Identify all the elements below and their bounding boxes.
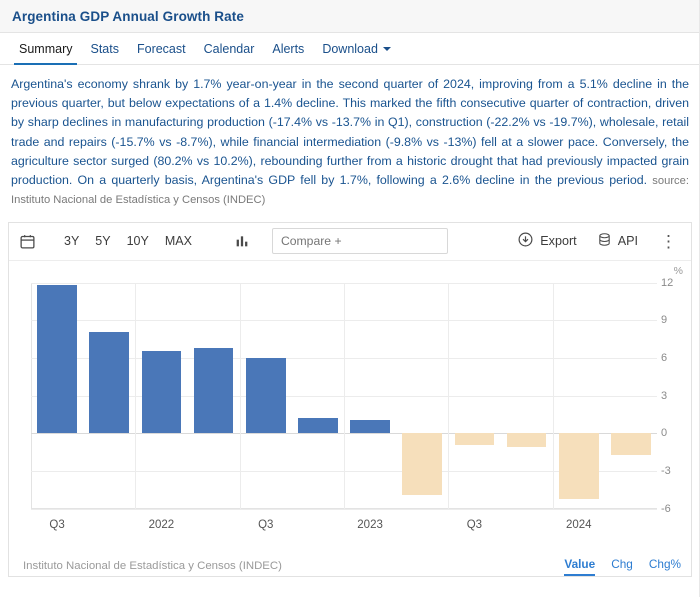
tab-summary[interactable]	[10, 33, 81, 64]
export-button[interactable]	[509, 231, 584, 251]
bar[interactable]	[402, 433, 442, 495]
x-axis-tick-label: 2023	[357, 518, 383, 531]
y-axis-tick-label: 0	[661, 427, 668, 440]
footer-tab-value[interactable]: Value	[564, 557, 595, 576]
tab-stats[interactable]	[81, 33, 128, 64]
bar-cell[interactable]	[135, 283, 187, 509]
y-axis-tick-label: -3	[661, 465, 671, 478]
x-axis-divider	[240, 283, 241, 509]
tab-label: Summary	[19, 41, 73, 56]
y-axis-tick-label: 12	[661, 276, 674, 289]
x-axis-tick-label: 2022	[148, 518, 175, 531]
bar[interactable]	[455, 433, 495, 444]
x-axis-tick-label: Q3	[49, 518, 65, 531]
y-axis-tick-label: 6	[661, 352, 668, 365]
plot-canvas[interactable]	[31, 276, 674, 531]
bar-cell[interactable]	[396, 283, 448, 509]
bar[interactable]	[89, 332, 129, 434]
tab-download[interactable]	[313, 33, 400, 64]
api-button[interactable]	[589, 231, 646, 251]
footer-tab-chg[interactable]: Chg	[611, 556, 633, 571]
title-bar	[0, 0, 700, 33]
bar-cell[interactable]	[501, 283, 553, 509]
y-axis-tick-label: -6	[661, 502, 671, 515]
chevron-down-icon	[383, 47, 391, 51]
tab-label: Download	[322, 41, 378, 56]
description-source: source: Instituto Nacional de Estadística y Censos (INDEC)	[11, 175, 689, 207]
bar-cell[interactable]	[553, 283, 605, 509]
tab-label: Stats	[90, 41, 119, 56]
bar[interactable]	[142, 351, 182, 434]
database-icon	[597, 231, 612, 251]
plot-area	[9, 261, 691, 551]
tab-label: Calendar	[203, 41, 255, 56]
bar-cell[interactable]	[240, 283, 292, 509]
bar[interactable]	[298, 418, 338, 433]
footer-tabs	[564, 557, 681, 576]
range-3y[interactable]: 3Y	[64, 234, 80, 249]
x-axis-tick-label: Q3	[466, 518, 483, 531]
bar[interactable]	[559, 433, 599, 498]
page-title: Argentina GDP Annual Growth Rate	[12, 8, 244, 24]
chart-panel	[8, 222, 692, 577]
tab-calendar[interactable]	[195, 33, 264, 64]
chart-footer	[9, 551, 691, 576]
bar-cell[interactable]	[31, 283, 83, 509]
x-axis-divider	[553, 283, 554, 509]
tab-label: Forecast	[136, 41, 186, 56]
export-label: Export	[540, 234, 577, 249]
tab-alerts[interactable]	[263, 33, 313, 64]
footer-tab-chgpct[interactable]: Chg%	[648, 556, 681, 571]
calendar-icon[interactable]	[19, 233, 36, 250]
bar[interactable]	[507, 433, 547, 447]
more-vertical-icon[interactable]: ⋮	[660, 231, 677, 251]
compare-input[interactable]	[272, 228, 448, 254]
bar[interactable]	[194, 348, 234, 433]
x-axis-divider	[135, 283, 136, 509]
download-cloud-icon	[517, 231, 534, 251]
x-axis-divider	[448, 283, 449, 509]
description-text: Argentina's economy shrank by 1.7% year-on-year in the second quarter of 2024, improving from a 5.1% decline in the previous quarter, but below expectations of a 1.4% decline. This marked the fifth consecutive quarter of contraction, driven by sharp declines in manufacturing production (-17.4% vs -13.7% in Q1), construction (-22.2% vs -19.7%), wholesale, retail trade and repairs (-15.7% vs -8.7%), while financial intermediation (-9.8% vs -13%) fell at a slower pace. Conversely, the agriculture sector surged (80.2% vs 10.2%), rebounding further from a historic drought that had previously impacted grain production. On a quarterly basis, Argentina's GDP fell by 1.7%, following a 2.6% decline in the previous period.	[11, 77, 689, 188]
bar-cell[interactable]	[188, 283, 240, 509]
tab-forecast[interactable]	[128, 33, 195, 64]
bar-cell[interactable]	[605, 283, 657, 509]
x-axis-divider	[344, 283, 345, 509]
y-axis-tick-label: 3	[661, 389, 668, 402]
range-10y[interactable]: 10Y	[126, 234, 149, 249]
description-block	[0, 65, 700, 216]
y-axis-unit: %	[673, 264, 683, 277]
tab-label: Alerts	[272, 41, 305, 56]
y-axis-tick-label: 9	[661, 314, 668, 327]
chart-toolbar	[9, 223, 691, 261]
bar[interactable]	[37, 285, 77, 433]
range-max[interactable]: MAX	[164, 234, 192, 249]
bar[interactable]	[611, 433, 651, 454]
bar-cell[interactable]	[344, 283, 396, 509]
bar[interactable]	[350, 420, 390, 434]
x-axis-tick-label: Q3	[258, 518, 274, 531]
bar[interactable]	[246, 358, 286, 433]
bar-cell[interactable]	[448, 283, 500, 509]
footer-source: Instituto Nacional de Estadística y Censos (INDEC)	[23, 560, 282, 573]
bar-cell[interactable]	[83, 283, 135, 509]
x-axis-tick-label: 2024	[565, 518, 592, 531]
bar-chart-icon[interactable]	[234, 233, 250, 249]
grid-line	[31, 509, 657, 510]
api-label: API	[617, 234, 638, 249]
tab-bar	[0, 33, 700, 65]
bar-cell[interactable]	[292, 283, 344, 509]
range-5y[interactable]: 5Y	[95, 234, 111, 249]
